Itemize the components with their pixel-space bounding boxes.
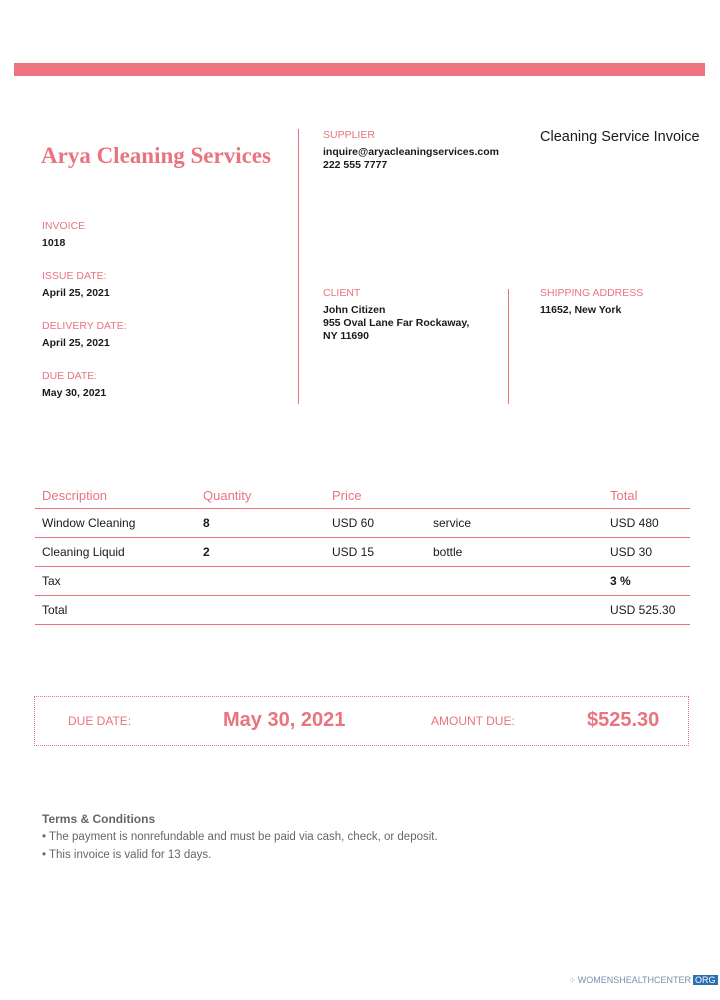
cell-unit (426, 567, 603, 596)
cell-quantity: 8 (196, 509, 325, 538)
header-total: Total (603, 484, 690, 509)
cell-description: Window Cleaning (35, 509, 196, 538)
watermark-suffix: ORG (695, 975, 716, 985)
company-name: Arya Cleaning Services (41, 143, 271, 168)
table-header-row (35, 484, 690, 509)
line-items-table (35, 484, 690, 625)
divider-right (508, 289, 509, 404)
cell-price: USD 15 (325, 538, 426, 567)
header-quantity: Quantity (196, 484, 325, 509)
cell-total: 3 % (603, 567, 690, 596)
cell-description: Total (35, 596, 196, 625)
client-label: CLIENT (323, 287, 361, 299)
client-address-line2: NY 11690 (323, 330, 369, 342)
delivery-date: April 25, 2021 (42, 337, 110, 349)
summary-due-label: DUE DATE: (68, 714, 132, 728)
issue-date: April 25, 2021 (42, 287, 110, 299)
summary-amount-label: AMOUNT DUE: (431, 714, 515, 728)
cell-price (325, 596, 426, 625)
client-name: John Citizen (323, 304, 386, 316)
table-row (35, 509, 690, 538)
cell-quantity (196, 596, 325, 625)
cell-total: USD 525.30 (603, 596, 690, 625)
header-unit (426, 484, 603, 509)
top-accent-bar (14, 63, 705, 76)
watermark-text: WOMENSHEALTHCENTER (577, 975, 692, 985)
cell-total: USD 30 (603, 538, 690, 567)
terms-line-2: • This invoice is valid for 13 days. (42, 849, 212, 861)
summary-amount-value: $525.30 (587, 709, 660, 731)
cell-total: USD 480 (603, 509, 690, 538)
table-row (35, 538, 690, 567)
shipping-label: SHIPPING ADDRESS (540, 287, 644, 299)
document-title: Cleaning Service Invoice (540, 129, 700, 145)
cell-quantity (196, 567, 325, 596)
due-date-label: DUE DATE: (42, 370, 98, 382)
supplier-email: inquire@aryacleaningservices.com (323, 146, 499, 158)
table-row (35, 596, 690, 625)
cell-unit: service (426, 509, 603, 538)
invoice-label: INVOICE (42, 220, 86, 232)
cell-unit (426, 596, 603, 625)
cell-description: Cleaning Liquid (35, 538, 196, 567)
supplier-phone: 222 555 7777 (323, 159, 388, 171)
dots-icon: ⁘ (569, 975, 576, 985)
terms-line-1: • The payment is nonrefundable and must be paid via cash, check, or deposit. (42, 831, 438, 843)
client-address-line1: 955 Oval Lane Far Rockaway, (323, 317, 470, 329)
terms-title: Terms & Conditions (42, 812, 156, 826)
invoice-number: 1018 (42, 237, 66, 249)
supplier-label: SUPPLIER (323, 129, 375, 141)
cell-price (325, 567, 426, 596)
cell-price: USD 60 (325, 509, 426, 538)
table-row (35, 567, 690, 596)
shipping-address: 11652, New York (540, 304, 622, 316)
watermark-logo (569, 975, 718, 985)
due-date: May 30, 2021 (42, 387, 107, 399)
header-description: Description (35, 484, 196, 509)
delivery-date-label: DELIVERY DATE: (42, 320, 127, 332)
cell-unit: bottle (426, 538, 603, 567)
header-price: Price (325, 484, 426, 509)
summary-due-date: May 30, 2021 (223, 709, 346, 731)
divider-left (298, 129, 299, 404)
issue-date-label: ISSUE DATE: (42, 270, 107, 282)
cell-quantity: 2 (196, 538, 325, 567)
cell-description: Tax (35, 567, 196, 596)
